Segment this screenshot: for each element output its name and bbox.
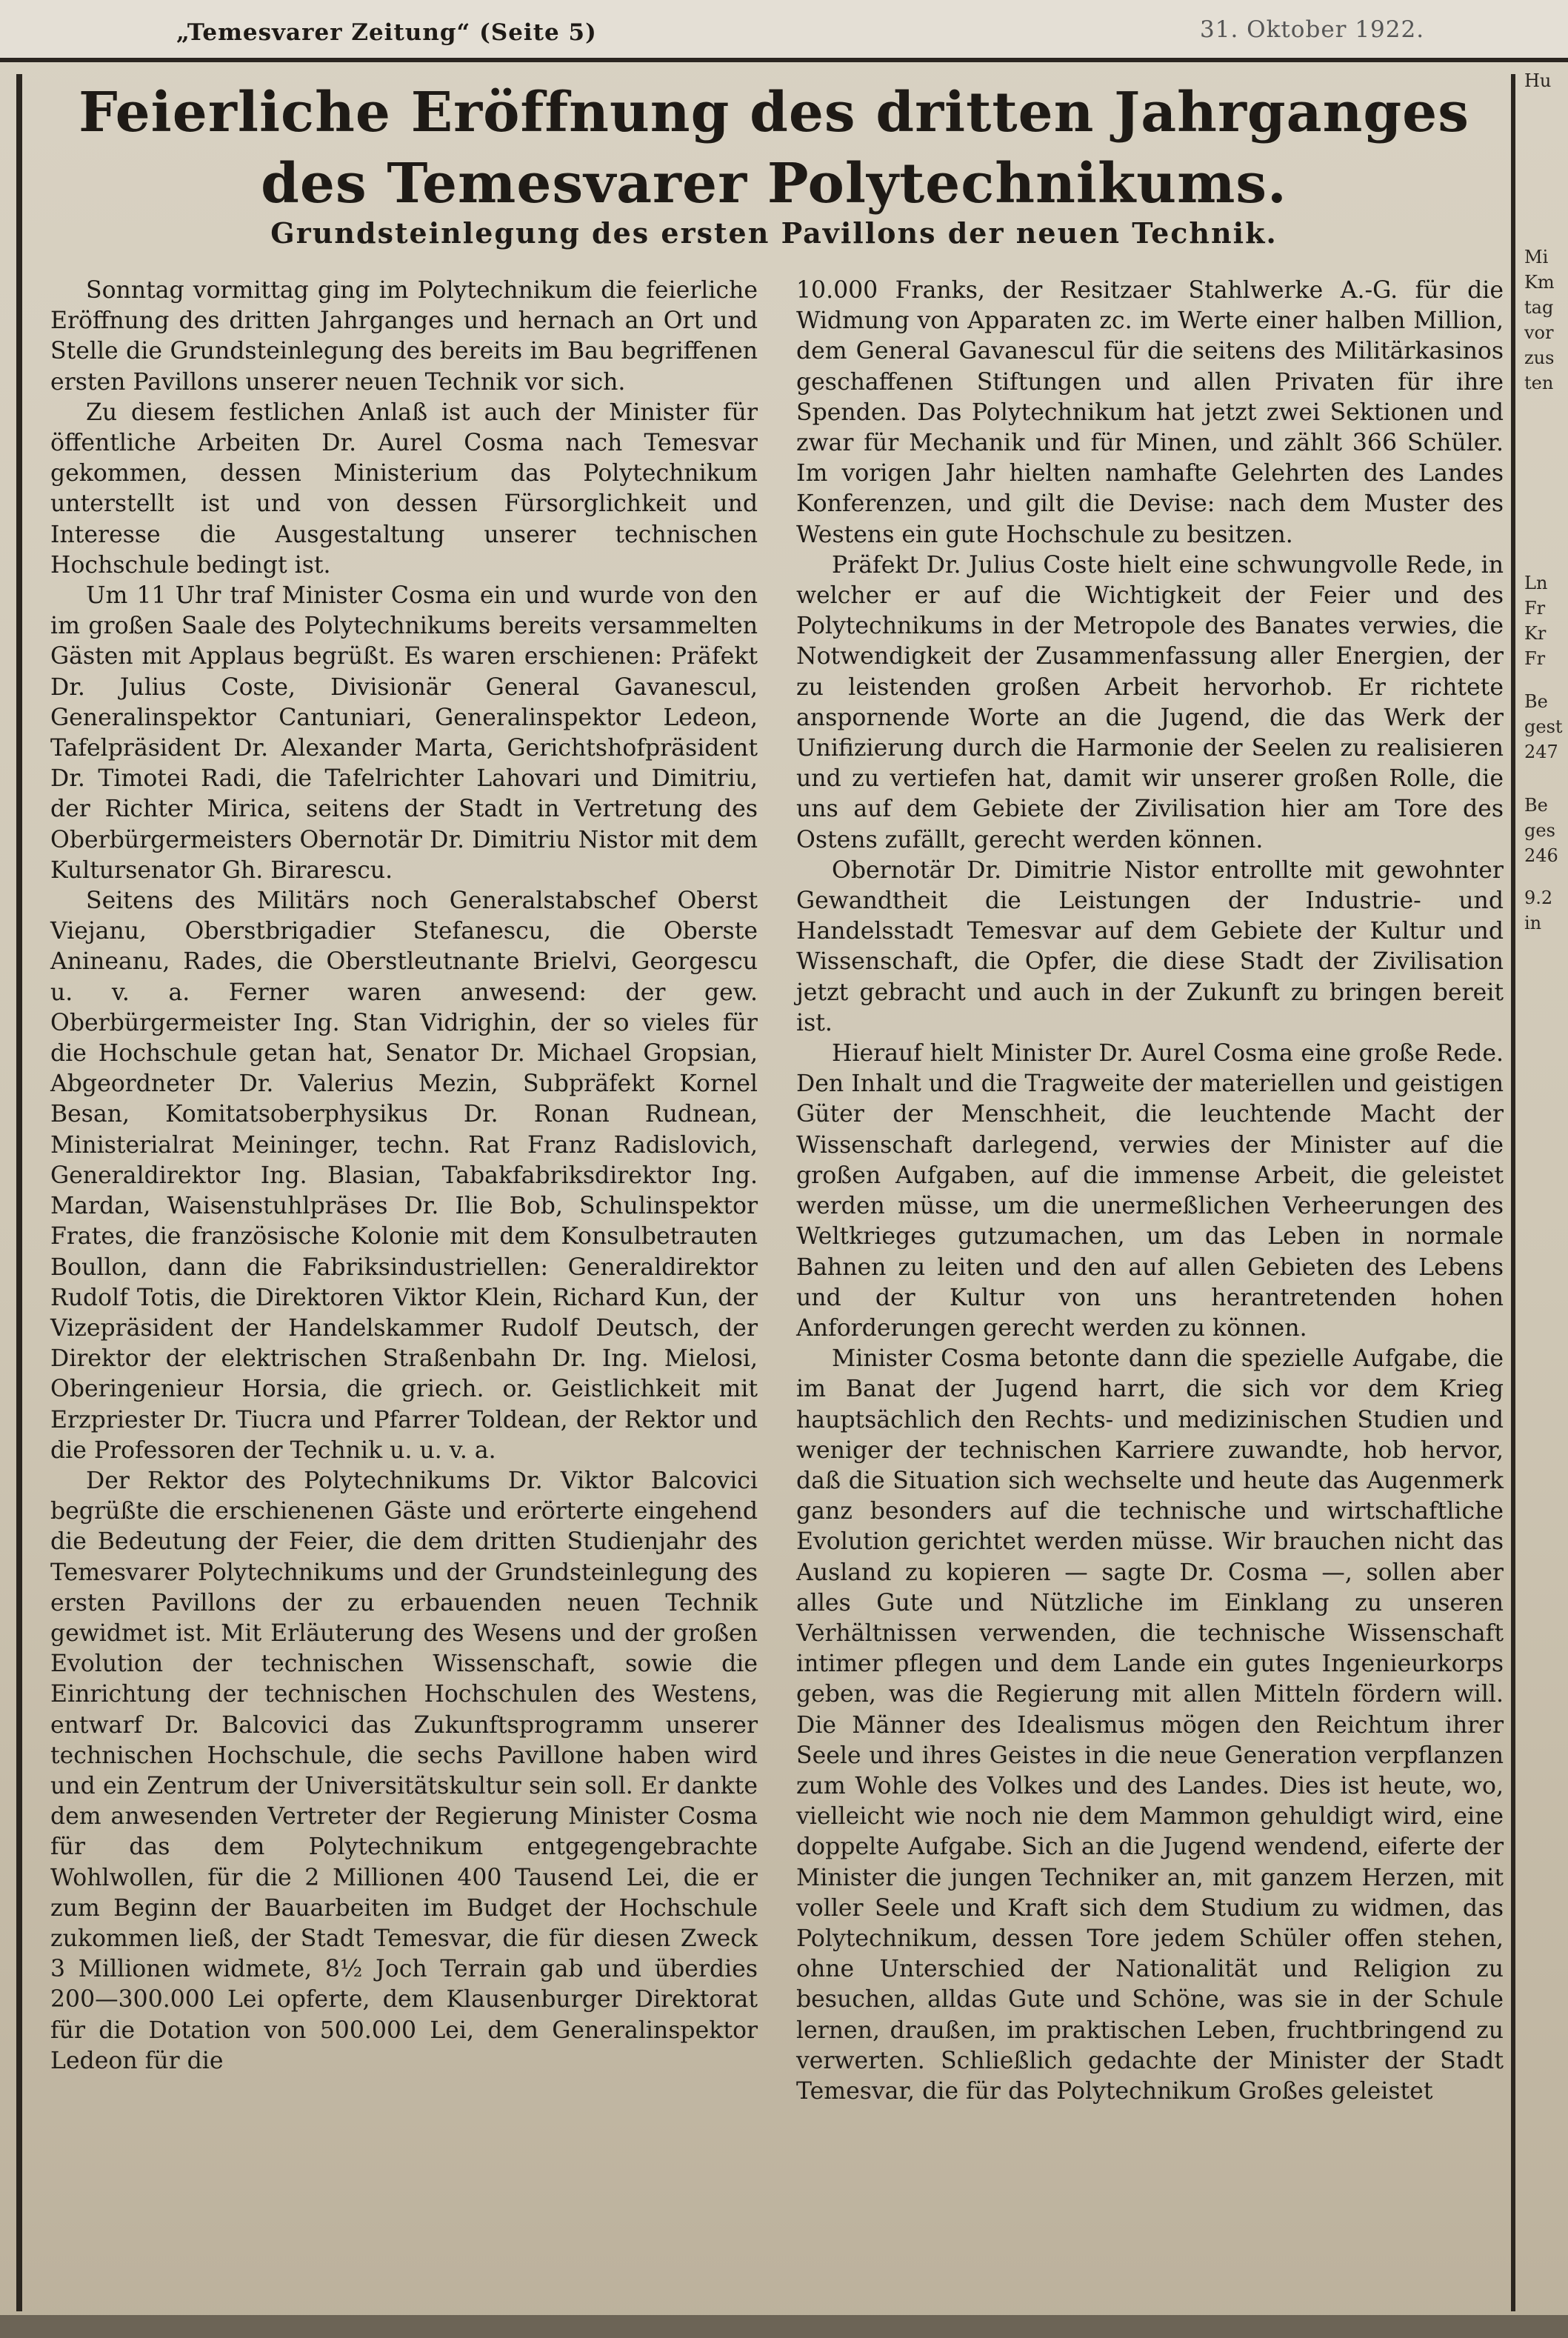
masthead bbox=[0, 0, 1568, 58]
edge-fragment: Ln Fr Kr Fr bbox=[1524, 573, 1548, 669]
paragraph: 10.000 Franks, der Resitzaer Stahlwerke A.-G. für die Widmung von Apparaten zc. im Werte einer halben Million, dem General Gavanescul für die seitens des Militärkasinos geschaffenen Stiftungen und allen Privaten für ihre Spenden. Das Polytechnikum hat jetzt zwei Sektionen und zwar für Mechanik und für Minen, und zählt 366 Schüler. Im vorigen Jahr hielten namhafte Gelehrten des Landes Konferenzen, und gilt die Devise: nach dem Muster des Westens ein gute Hochschule zu besitzen. bbox=[796, 277, 1504, 548]
right-frame-rule bbox=[1511, 74, 1515, 2311]
paragraph: Sonntag vormittag ging im Polytechnikum die feierliche Eröffnung des dritten Jahrganges und hernach an Ort und Stelle die Grundsteinlegung des bereits im Bau begriffenen ersten Pavillons unserer neuen Technik vor sich. bbox=[50, 277, 758, 396]
masthead-rule bbox=[0, 58, 1568, 62]
left-frame-rule bbox=[16, 74, 22, 2311]
paragraph: Präfekt Dr. Julius Coste hielt eine schwungvolle Rede, in welcher er auf die Wichtigkeit der Feier und des Polytechnikums in der Metropole des Banates verwies, die Notwendigkeit der Zusammenfassung aller Energien, der zu leistenden großen Arbeit hervorhob. Er richtete anspornende Worte an die Jugend, die das Werk der Unifizierung durch die Harmonie der Seelen zu realisieren und zu vertiefen hat, damit wir unserer großen Rolle, die uns auf dem Gebiete der Zivilisation hier am Tore des Ostens zufällt, gerecht werden können. bbox=[796, 551, 1504, 853]
paragraph: Um 11 Uhr traf Minister Cosma ein und wurde von den im großen Saale des Polytechnikums bereits versammelten Gästen mit Applaus begrüßt. Es waren erschienen: Präfekt Dr. Julius Coste, Divisionär General Gavanescul, Generalinspektor Cantuniari, Generalinspektor Ledeon, Tafelpräsident Dr. Alexander Marta, Gerichtshofpräsident Dr. Timotei Radi, die Tafelrichter Lahovari und Dimitriu, der Richter Mirica, seitens der Stadt in Vertretung des Oberbürgermeisters Obernotär Dr. Dimitriu Nistor mit dem Kultursenator Gh. Birarescu. bbox=[50, 582, 758, 884]
article-column-1 bbox=[50, 276, 758, 2076]
page-bottom-edge bbox=[0, 2315, 1568, 2338]
paragraph: Der Rektor des Polytechnikums Dr. Viktor Balcovici begrüßte die erschienenen Gäste und erörterte eingehend die Bedeutung der Feier, die dem dritten Studienjahr des Temesvarer Polytechnikums und der Grundsteinlegung des ersten Pavillons der zu erbauenden neuen Technik gewidmet ist. Mit Erläuterung des Wesens und der großen Evolution der technischen Wissenschaft, sowie die Einrichtung der technischen Hochschulen des Westens, entwarf Dr. Balcovici das Zukunftsprogramm unserer technischen Hochschule, die sechs Pavillone haben wird und ein Zentrum der Universitätskultur sein soll. Er dankte dem anwesenden Vertreter der Regierung Minister Cosma für das dem Polytechnikum entgegengebrachte Wohlwollen, für die 2 Millionen 400 Tausend Lei, die er zum Beginn der Bauarbeiten im Budget der Hochschule zukommen ließ, der Stadt Temesvar, die für diesen Zweck 3 Millionen widmete, 8½ Joch Terrain gab und überdies 200—300.000 Lei opferte, dem Klausenburger Direktorat für die Dotation von 500.000 Lei, dem Generalinspektor Ledeon für die bbox=[50, 1467, 758, 2074]
headline-line-2: des Temesvarer Polytechnikums. bbox=[261, 152, 1287, 216]
edge-fragment: Hu bbox=[1524, 70, 1552, 91]
paragraph: Obernotär Dr. Dimitrie Nistor entrollte mit gewohnter Gewandtheit die Leistungen der Industrie- und Handelsstadt Temesvar auf dem Gebiete der Kultur und Wissenschaft, die Opfer, die diese Stadt der Zivilisation jetzt gebracht und auch in der Zukunft zu bringen bereit ist. bbox=[796, 856, 1504, 1036]
headline-line-1: Feierliche Eröffnung des dritten Jahrganges bbox=[79, 81, 1469, 144]
edge-fragment: Be ges 246 bbox=[1524, 795, 1558, 866]
issue-date: 31. Oktober 1922. bbox=[1200, 16, 1425, 43]
article-headline bbox=[44, 77, 1504, 219]
paragraph: Zu diesem festlichen Anlaß ist auch der Minister für öffentliche Arbeiten Dr. Aurel Cosma nach Temesvar gekommen, dessen Ministerium das Polytechnikum unterstellt ist und von dessen Fürsorglichkeit und Interesse die Ausgestaltung unserer technischen Hochschule bedingt ist. bbox=[50, 399, 758, 579]
edge-fragment: Mi Km tag vor zus ten bbox=[1524, 247, 1555, 393]
paper-name: „Temesvarer Zeitung“ (Seite 5) bbox=[176, 19, 597, 46]
paragraph: Hierauf hielt Minister Dr. Aurel Cosma eine große Rede. Den Inhalt und die Tragweite der materiellen und geistigen Güter der Menschheit, die leuchtende Macht der Wissenschaft darlegend, verwies der Minister auf die großen Aufgaben, auf die immense Arbeit, die geleistet werden müsse, um die unermeßlichen Verheerungen des Weltkrieges gutzumachen, um das Leben in normale Bahnen zu leiten und den auf allen Gebieten des Lebens und der Kultur von uns herantretenden hohen Anforderungen gerecht werden zu können. bbox=[796, 1040, 1504, 1342]
paragraph: Seitens des Militärs noch Generalstabschef Oberst Viejanu, Oberstbrigadier Stefanescu, die Oberste Anineanu, Rades, die Oberstleutnante Brielvi, Georgescu u. v. a. Ferner waren anwesend: der gew. Oberbürgermeister Ing. Stan Vidrighin, der so vieles für die Hochschule getan hat, Senator Dr. Michael Gropsian, Abgeordneter Dr. Valerius Mezin, Subpräfekt Kornel Besan, Komitatsoberphysikus Dr. Ronan Rudnean, Ministerialrat Meininger, techn. Rat Franz Radislovich, Generaldirektor Ing. Blasian, Tabakfabriksdirektor Ing. Mardan, Waisenstuhlpräses Dr. Ilie Bob, Schulinspektor Frates, die französische Kolonie mit dem Konsulbetrauten Boullon, dann die Fabriksindustriellen: Generaldirektor Rudolf Totis, die Direktoren Viktor Klein, Richard Kun, der Vizepräsident der Handelskammer Rudolf Deutsch, der Direktor der elektrischen Straßenbahn Dr. Ing. Mielosi, Oberingenieur Horsia, die griech. or. Geistlichkeit mit Erzpriester Dr. Tiucra und Pfarrer Toldean, der Rektor und die Professoren der Technik u. u. v. a. bbox=[50, 887, 758, 1464]
paragraph: Minister Cosma betonte dann die spezielle Aufgabe, die im Banat der Jugend harrt, die sich vor dem Krieg hauptsächlich den Rechts- und medizinischen Studien und weniger der technischen Karriere zuwandte, hob hervor, daß die Situation sich wechselte und heute das Augenmerk ganz besonders auf die technische und wirtschaftliche Evolution gerichtet werden müsse. Wir brauchen nicht das Ausland zu kopieren — sagte Dr. Cosma —, sollen aber alles Gute und Nützliche im Einklang zu unseren Verhältnissen verwenden, die technische Wissenschaft intimer pflegen und dem Lande ein gutes Ingenieurkorps geben, was die Regierung mit allen Mitteln fördern will. Die Männer des Idealismus mögen den Reichtum ihrer Seele und ihres Geistes in die neue Generation verpflanzen zum Wohle des Volkes und des Landes. Dies ist heute, wo, vielleicht wie noch nie dem Mammon gehuldigt wird, eine doppelte Aufgabe. Sich an die Jugend wendend, eiferte der Minister die jungen Techniker an, mit ganzem Herzen, mit voller Seele und Kraft sich dem Studium zu widmen, das Polytechnikum, dessen Tore jedem Schüler offen stehen, ohne Unterschied der Nationalität und Religion zu besuchen, alldas Gute und Schöne, was sie in der Schule lernen, draußen, im praktischen Leben, fruchtbringend zu verwerten. Schließlich gedachte der Minister der Stadt Temesvar, die für das Polytechnikum Großes geleistet bbox=[796, 1345, 1504, 2105]
edge-fragment: 9.2 in bbox=[1524, 887, 1553, 933]
edge-fragment: Be gest 247 bbox=[1524, 691, 1563, 762]
article-subheadline: Grundsteinlegung des ersten Pavillons der neuen Technik. bbox=[270, 216, 1278, 250]
article-column-2 bbox=[796, 276, 1504, 2107]
